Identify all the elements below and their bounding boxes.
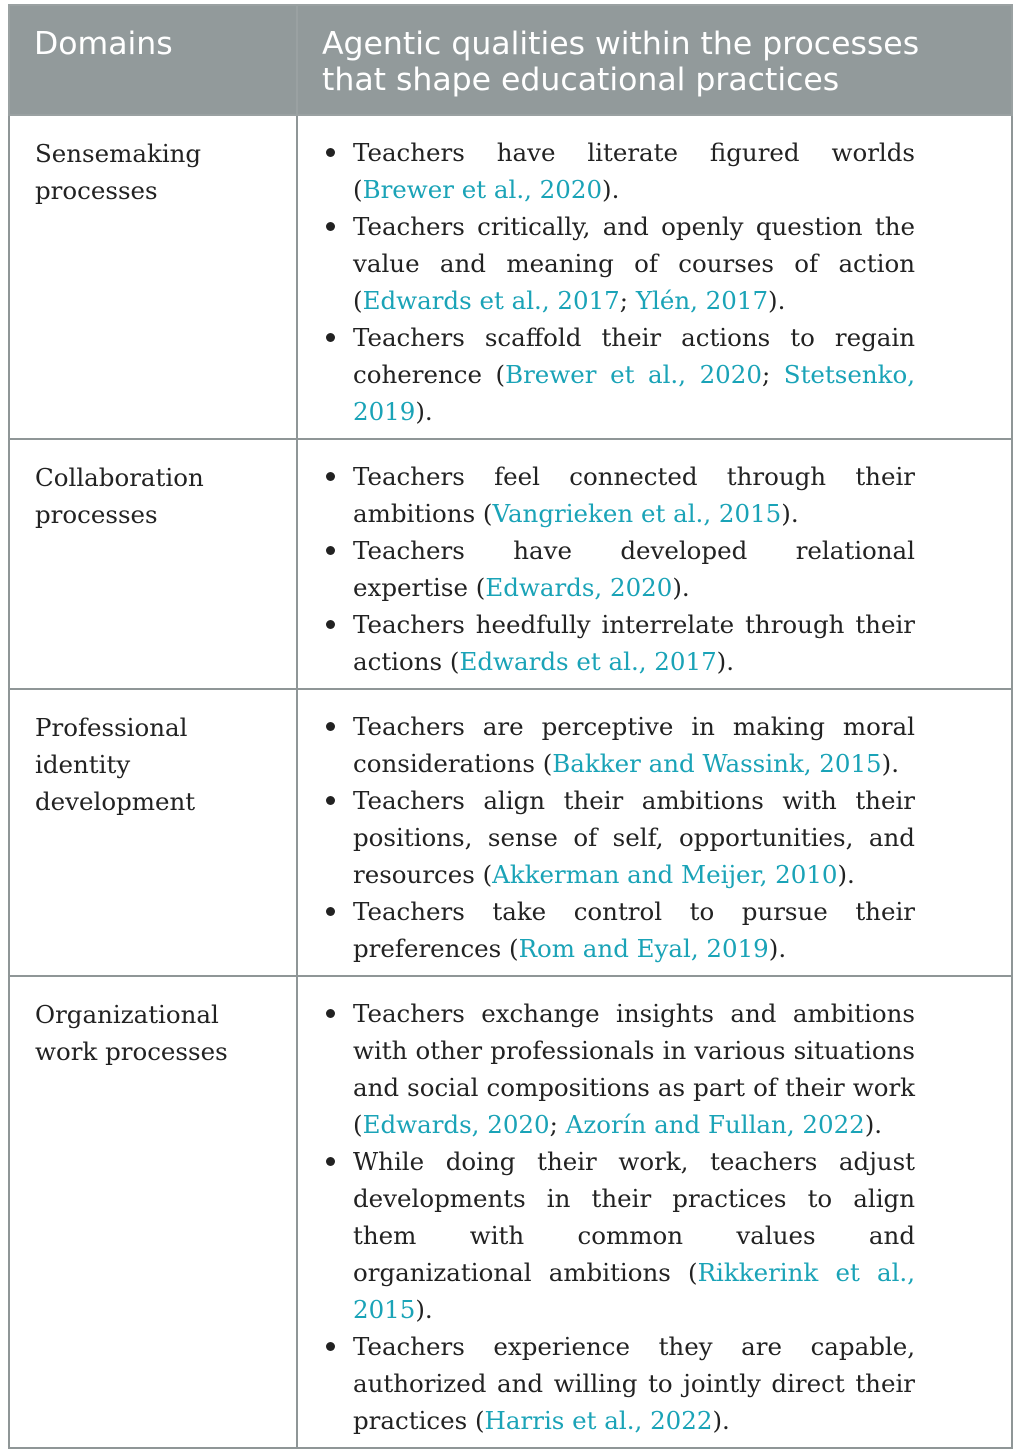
quality-text: ). [837,860,855,889]
header-agentic-qualities: Agentic qualities within the processes that shape educational practices [297,5,1012,115]
domain-cell: Organizational work processes [9,976,297,1448]
list-item [326,319,915,430]
citation-link[interactable]: Edwards, 2020 [485,573,673,602]
table-row [9,115,1012,439]
citation-link[interactable]: Rom and Eyal, 2019 [518,934,769,963]
bullet-icon [326,1342,335,1351]
bullet-icon [326,148,335,157]
quality-text: ). [716,647,735,676]
quality-text: ). [881,749,900,778]
list-item [326,532,915,606]
quality-text: ). [415,397,433,426]
quality-text: ). [768,286,786,315]
citation-link[interactable]: Stetsenko, 2019 [353,360,915,426]
domain-cell: Sensemaking processes [9,115,297,439]
list-item [326,1143,915,1328]
header-domains: Domains [9,5,297,115]
qualities-cell [297,115,1012,439]
quality-text: ; [619,286,636,315]
citation-link[interactable]: Brewer et al., 2020 [362,175,603,204]
citation-link[interactable]: Ylén, 2017 [635,286,769,315]
quality-text: Teachers take control to pursue their preferences ( [353,897,915,963]
domain-cell: Collaboration processes [9,439,297,689]
quality-text: Teachers are perceptive in making moral considerations ( [353,712,915,778]
citation-link[interactable]: Brewer et al., 2020 [505,360,762,389]
quality-text: Teachers feel connected through their ambitions ( [353,462,915,528]
qualities-cell [297,976,1012,1448]
qualities-cell [297,689,1012,976]
quality-text: Teachers have developed relational expertise ( [353,536,915,602]
quality-text: Teachers scaffold their actions to regain coherence ( [353,323,915,389]
list-item [326,893,915,967]
list-item [326,208,915,319]
qualities-list [326,458,915,680]
qualities-list [326,995,915,1439]
quality-text: Teachers experience they are capable, authorized and willing to jointly direct their practices ( [353,1332,915,1435]
bullet-icon [326,907,335,916]
table-body [9,115,1012,1448]
list-item [326,1328,915,1439]
citation-link[interactable]: Harris et al., 2022 [484,1406,713,1435]
quality-text: Teachers exchange insights and ambitions with other professionals in various situations and social compositions as part of their work ( [353,999,915,1139]
list-item [326,134,915,208]
bullet-icon [326,1009,335,1018]
quality-text: ). [781,499,799,528]
quality-text: ; [549,1110,566,1139]
quality-text: ). [864,1110,883,1139]
quality-text: ). [415,1295,433,1324]
quality-text: Teachers heedfully interrelate through their actions ( [353,610,915,676]
agentic-qualities-table [8,4,1013,1449]
quality-text: ; [761,360,784,389]
bullet-icon [326,620,335,629]
list-item [326,782,915,893]
bullet-icon [326,1157,335,1166]
qualities-cell [297,439,1012,689]
list-item [326,606,915,680]
table-row [9,689,1012,976]
citation-link[interactable]: Edwards, 2020 [362,1110,550,1139]
citation-link[interactable]: Azorín and Fullan, 2022 [565,1110,865,1139]
qualities-list [326,708,915,967]
qualities-list [326,134,915,430]
quality-text: ). [672,573,690,602]
bullet-icon [326,222,335,231]
quality-text: ). [712,1406,730,1435]
table-row [9,439,1012,689]
quality-text: Teachers critically, and openly question the value and meaning of courses of action ( [353,212,915,315]
quality-text: While doing their work, teachers adjust developments in their practices to align them with common values and organizational ambitions ( [353,1147,915,1287]
bullet-icon [326,333,335,342]
bullet-icon [326,722,335,731]
list-item [326,458,915,532]
citation-link[interactable]: Akkerman and Meijer, 2010 [492,860,838,889]
quality-text: Teachers align their ambitions with their positions, sense of self, opportunities, and resources ( [353,786,915,889]
domain-cell: Professional identity development [9,689,297,976]
citation-link[interactable]: Vangrieken et al., 2015 [492,499,782,528]
citation-link[interactable]: Bakker and Wassink, 2015 [552,749,882,778]
citation-link[interactable]: Edwards et al., 2017 [362,286,620,315]
bullet-icon [326,472,335,481]
bullet-icon [326,796,335,805]
table-header-row [9,5,1012,115]
quality-text: Teachers have literate figured worlds ( [353,138,915,204]
quality-text: ). [768,934,787,963]
quality-text: ). [602,175,620,204]
bullet-icon [326,546,335,555]
table-row [9,976,1012,1448]
list-item [326,995,915,1143]
citation-link[interactable]: Rikkerink et al., 2015 [353,1258,915,1324]
list-item [326,708,915,782]
citation-link[interactable]: Edwards et al., 2017 [459,647,717,676]
